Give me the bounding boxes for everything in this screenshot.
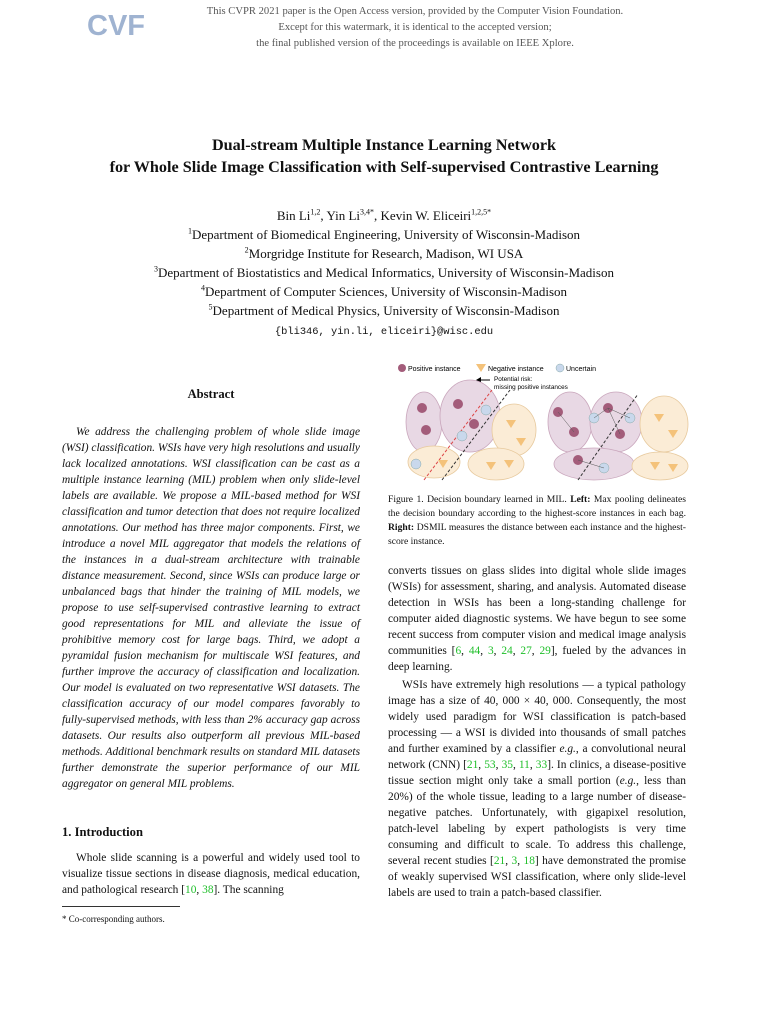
author-name: Yin Li [326, 208, 361, 223]
affiliation: $^3$Department of Biostatistics and Medical Informatics, University of Wisconsin-Madison [154, 264, 614, 280]
citation-link[interactable]: 38 [202, 884, 214, 896]
positive-legend-icon [398, 364, 406, 372]
svg-text:Potential risk:: Potential risk: [494, 376, 533, 383]
svg-text:Positive instance: Positive instance [408, 366, 461, 373]
affiliation: $^1$Department of Biomedical Engineering, University of Wisconsin-Madison [187, 226, 581, 242]
citation-link[interactable]: 27 [520, 645, 532, 657]
watermark-line: the final published version of the proceedings is available on IEEE Xplore. [256, 38, 574, 49]
left-column [62, 380, 360, 927]
citation-link[interactable]: 18 [523, 855, 535, 867]
affiliation: $^4$Department of Computer Sciences, University of Wisconsin-Madison [200, 283, 568, 299]
watermark [200, 4, 630, 52]
section-heading: 1. Introduction [62, 825, 143, 839]
citation-link[interactable]: 33 [535, 759, 548, 771]
footnote: * Co-corresponding authors. [62, 906, 180, 927]
citation-link[interactable]: 44 [468, 645, 481, 657]
citation-link[interactable]: 29 [539, 645, 551, 657]
uncertain-legend-icon [556, 364, 564, 372]
citation-link[interactable]: 6 [455, 645, 462, 657]
abstract-text: We address the challenging problem of whole slide image (WSI) classification. WSIs have very high resolutions and usually lack localized annotations. WSI classification can be cast as a multiple instance learning (MIL) problem when only slide-level labels are available. We propose a MIL-based method for WSI classification and tumor detection that does not require localized annotations. Our method has three major components. First, we introduce a novel MIL aggregator that models the relations of the instances in a dual-stream architecture with trainable distance measurement. Second, since WSIs can produce large or unbalanced bags that hinder the training of MIL models, we propose to use self-supervised contrastive learning to extract good representations for MIL and alleviate the issue of prohibitive memory cost for large bags. Third, we adopt a pyramidal fusion mechanism for multiscale WSI features, and further improve the accuracy of classification and localization. Our model is evaluated on two representative WSI datasets. The classification accuracy of our model compares favorably to fully-supervised methods, with less than 2% accuracy gap across datasets. Our results also outperform all previous MIL-based methods. Additional benchmark results on standard MIL datasets further demonstrate the superior performance of our MIL aggregator on general MIL problems. [62, 426, 360, 790]
svg-text:Uncertain: Uncertain [566, 366, 596, 373]
citation-link[interactable]: 3 [487, 645, 494, 657]
citation-link[interactable]: 35 [501, 759, 513, 771]
negative-legend-icon [476, 364, 486, 372]
citation-link[interactable]: 10 [185, 884, 197, 896]
citation-link[interactable]: 3 [511, 855, 518, 867]
abstract-heading: Abstract [187, 387, 235, 401]
author-list: Bin Li$^{1,2}$, Yin $Li^{3,4*}$, Kevin W. Eliceiri$^{1,2,5*}$ [276, 207, 492, 223]
svg-text:Negative instance: Negative instance [488, 366, 544, 373]
author-name: Bin Li [276, 208, 311, 223]
figure-caption: Figure 1. Decision boundary learned in MIL. Left: Max pooling delineates the decision boundary according to the highest-score instances in each bag. Right: DSMIL measures the distance between each instance and the highest-score instance. [388, 494, 686, 547]
citation-link[interactable]: 53 [484, 759, 496, 771]
cvf-logo [86, 6, 145, 42]
body-paragraph: converts tissues on glass slides into digital whole slide images (WSIs) for assessment, sharing, and analysis. Automated disease detection in WSIs has been a long-standing challenge for computer aided diagnostic systems. We have begun to see some recent success from computer vision and medical image analysis communities [6, 44, 3, 24, 27, 29], fueled by the advances in deep learning. [388, 565, 687, 673]
citation-link[interactable]: 24 [501, 645, 513, 657]
svg-text:CVF: CVF [87, 10, 145, 42]
citation-link[interactable]: 21 [466, 759, 479, 771]
affiliation: $^5$Department of Medical Physics, University of Wisconsin-Madison [208, 302, 560, 318]
watermark-line: Except for this watermark, it is identical to the accepted version; [278, 22, 552, 33]
author-block [0, 206, 768, 342]
right-column [388, 366, 687, 901]
affiliation: $^2$Morgridge Institute for Research, Madison, WI USA [244, 245, 524, 261]
svg-text:missing positive instances: missing positive instances [494, 384, 568, 391]
email[interactable]: {bli346, yin.li, eliceiri}@wisc.edu [274, 326, 494, 338]
body-paragraph: WSIs have extremely high resolutions — a typical pathology image has a size of 40, 000 × 40, 000. Consequently, the most widely used paradigm for WSI classification is patch-based processing — a WSI is divided into thousands of small patches and further examined by a classifier e.g., a convolutional neural network (CNN) [21, 53, 35, 11, 33]. In clinics, a disease-positive tissue section might only take a small portion (e.g., less than 20%) of the whole tissue, leading to a large number of disease-negative patches. Unfortunately, with gigapixel resolution, patch-level labeling by expert pathologists is very time consuming and difficult to scale. To address this challenge, several recent studies [21, 3, 18] have demonstrated the promise of weakly supervised WSI classification, where only slide-level labels are used to train a patch-based classifier. [388, 679, 687, 899]
paper-title: Dual-stream Multiple Instance Learning Network for Whole Slide Image Classification with Self-supervised Contrastive Learning [109, 136, 659, 176]
watermark-line: This CVPR 2021 paper is the Open Access version, provided by the Computer Vision Foundation. [206, 6, 624, 17]
intro-paragraph: Whole slide scanning is a powerful and widely used tool to visualize tissue sections in disease diagnosis, medical education, and pathological research [10, 38]. The scanning [62, 852, 360, 896]
citation-link[interactable]: 21 [493, 855, 506, 867]
figure-1 [398, 364, 694, 482]
author-name: Kevin W. Eliceiri [380, 208, 472, 223]
citation-link[interactable]: 11 [518, 759, 530, 771]
